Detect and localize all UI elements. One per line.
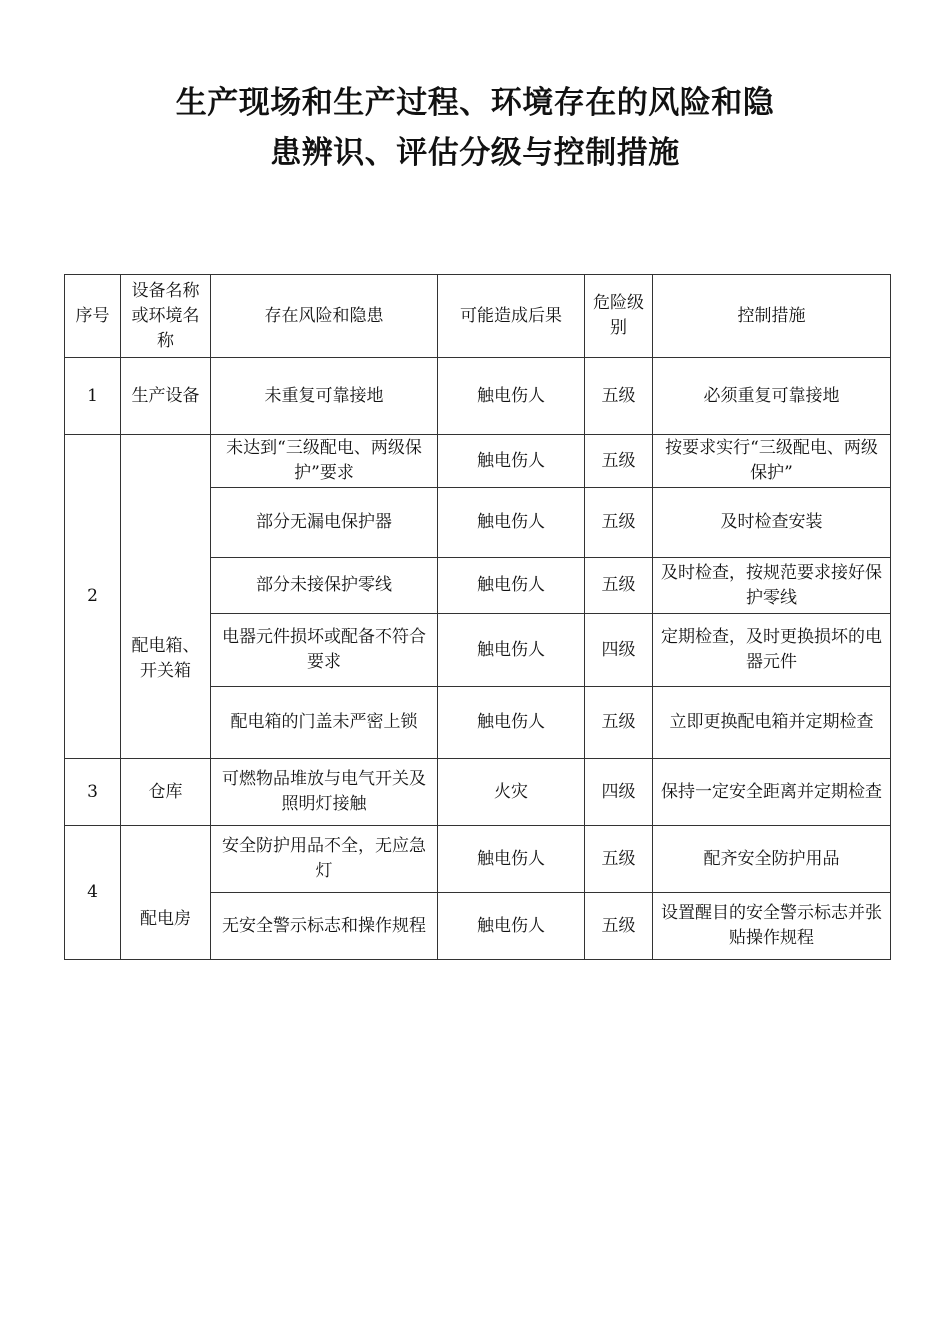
cell-consequence: 触电伤人 [438, 614, 585, 687]
cell-measure: 保持一定安全距离并定期检查 [653, 759, 891, 826]
cell-measure: 及时检查安装 [653, 488, 891, 558]
cell-consequence: 触电伤人 [438, 358, 585, 435]
cell-level: 五级 [585, 488, 653, 558]
cell-risk: 安全防护用品不全，无应急灯 [211, 826, 438, 893]
cell-level: 四级 [585, 614, 653, 687]
cell-level: 五级 [585, 558, 653, 614]
cell-consequence: 触电伤人 [438, 488, 585, 558]
cell-level: 五级 [585, 435, 653, 488]
title-line-1: 生产现场和生产过程、环境存在的风险和隐 [175, 85, 775, 121]
table-row [65, 435, 891, 488]
cell-level: 五级 [585, 687, 653, 759]
cell-level: 四级 [585, 759, 653, 826]
table-row [65, 826, 891, 893]
cell-risk: 未重复可靠接地 [211, 358, 438, 435]
cell-risk: 电器元件损坏或配备不符合要求 [211, 614, 438, 687]
cell-measure: 必须重复可靠接地 [653, 358, 891, 435]
cell-seq: 2 [65, 435, 121, 759]
cell-measure: 设置醒目的安全警示标志并张贴操作规程 [653, 893, 891, 960]
cell-consequence: 触电伤人 [438, 558, 585, 614]
header-seq: 序号 [65, 275, 121, 358]
cell-equipment: 配电箱、开关箱 [121, 435, 211, 759]
cell-risk: 可燃物品堆放与电气开关及照明灯接触 [211, 759, 438, 826]
page-title [0, 78, 950, 178]
cell-consequence: 触电伤人 [438, 893, 585, 960]
cell-risk: 配电箱的门盖未严密上锁 [211, 687, 438, 759]
cell-risk: 部分无漏电保护器 [211, 488, 438, 558]
table-row [65, 759, 891, 826]
header-risk: 存在风险和隐患 [211, 275, 438, 358]
cell-consequence: 触电伤人 [438, 826, 585, 893]
cell-level: 五级 [585, 826, 653, 893]
cell-consequence: 火灾 [438, 759, 585, 826]
cell-consequence: 触电伤人 [438, 687, 585, 759]
cell-level: 五级 [585, 893, 653, 960]
cell-measure: 及时检查，按规范要求接好保护零线 [653, 558, 891, 614]
cell-risk: 未达到“三级配电、两级保护”要求 [211, 435, 438, 488]
cell-seq: 1 [65, 358, 121, 435]
cell-risk: 部分未接保护零线 [211, 558, 438, 614]
cell-measure: 立即更换配电箱并定期检查 [653, 687, 891, 759]
cell-equipment: 生产设备 [121, 358, 211, 435]
cell-measure: 按要求实行“三级配电、两级保护” [653, 435, 891, 488]
table-row [65, 358, 891, 435]
header-consequence: 可能造成后果 [438, 275, 585, 358]
cell-measure: 定期检查，及时更换损坏的电器元件 [653, 614, 891, 687]
cell-equipment: 仓库 [121, 759, 211, 826]
cell-risk: 无安全警示标志和操作规程 [211, 893, 438, 960]
header-level: 危险级别 [585, 275, 653, 358]
cell-seq: 3 [65, 759, 121, 826]
header-equipment: 设备名称或环境名称 [121, 275, 211, 358]
cell-level: 五级 [585, 358, 653, 435]
risk-table [64, 274, 891, 960]
cell-equipment: 配电房 [121, 826, 211, 960]
header-measure: 控制措施 [653, 275, 891, 358]
title-line-2: 患辨识、评估分级与控制措施 [270, 135, 680, 171]
table-header-row [65, 275, 891, 358]
cell-measure: 配齐安全防护用品 [653, 826, 891, 893]
cell-consequence: 触电伤人 [438, 435, 585, 488]
cell-seq: 4 [65, 826, 121, 960]
